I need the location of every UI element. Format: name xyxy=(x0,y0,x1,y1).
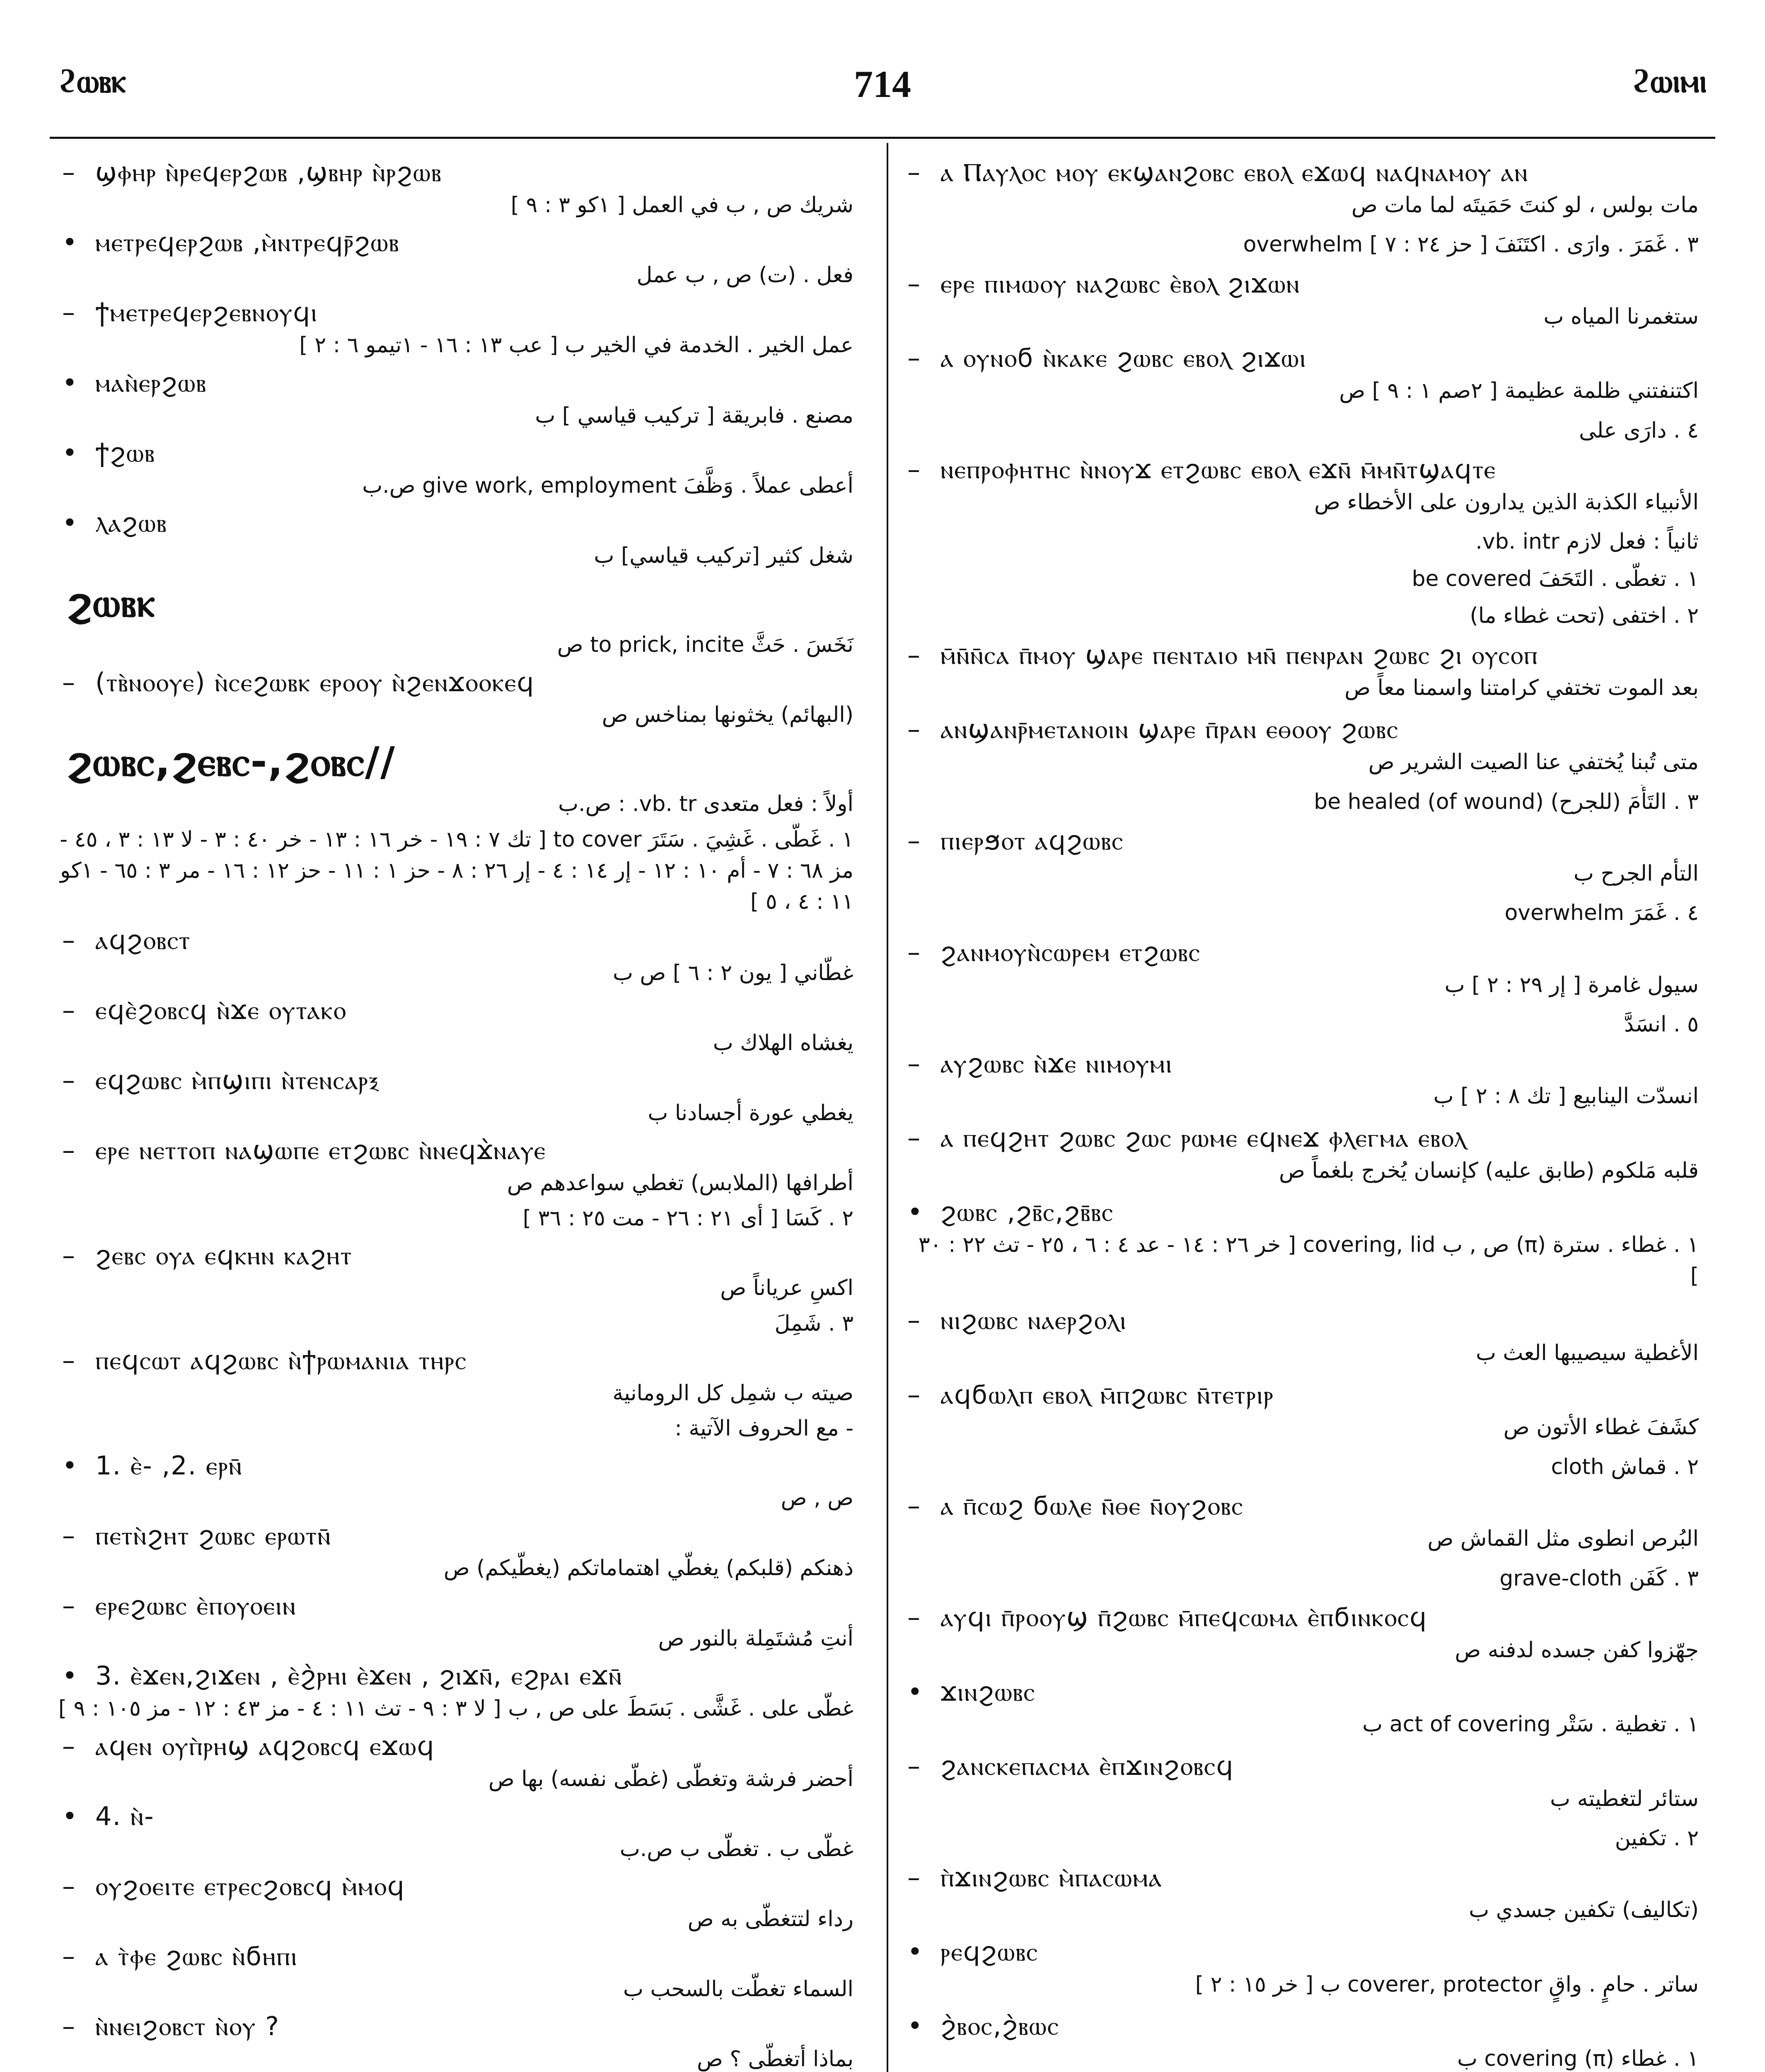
coptic-text: – ϯⲙⲉⲧⲣⲉϥⲉⲣϩⲉⲃⲛⲟⲩϥⲓ xyxy=(58,295,870,330)
dictionary-entry xyxy=(903,1673,1715,1747)
dictionary-entry xyxy=(58,153,870,223)
dictionary-entry xyxy=(903,265,1715,339)
dictionary-entry xyxy=(903,1045,1715,1119)
dictionary-entry xyxy=(58,733,870,823)
coptic-text: – ⲛ̀ⲛⲉⲓϩⲟⲃⲥⲧ ⲛ̀ⲟⲩ ? xyxy=(58,2009,870,2044)
arabic-gloss: انسدّت الينابيع [ تك ٨ : ٢ ] ب xyxy=(1433,1084,1699,1109)
coptic-text: – ⲁ ⲡⲉϥϩⲏⲧ ϩⲱⲃⲥ ϩⲱⲥ ⲣⲱⲙⲉ ⲉϥⲛⲉϫ ⲫⲗⲉⲅⲙⲁ ⲉⲃⲟⲗ xyxy=(903,1121,1715,1155)
arabic-gloss: غطّى ب . تغطّى ب ص.ب xyxy=(619,1836,853,1861)
arabic-gloss: بعد الموت تختفي كرامتنا واسمنا معاً ص xyxy=(1344,675,1699,700)
arabic-gloss: أطرافها (الملابس) تغطي سواعدهم ص xyxy=(507,1170,853,1196)
dictionary-entry xyxy=(58,434,870,504)
dictionary-entry xyxy=(903,896,1715,933)
dictionary-entry xyxy=(58,1937,870,2007)
arabic-gloss: صيته ب شمِل كل الرومانية xyxy=(612,1380,853,1406)
coptic-text: • 3. ⲉ̀ϫⲉⲛ,ϩⲓϫⲉⲛ , ⲉ̀ϩ̀ⲣⲏⲓ ⲉ̀ϫⲉⲛ , ϩⲓϫⲛ̄, ⲉϩⲣⲁⲓ ⲉϫⲛ̄ xyxy=(58,1658,870,1693)
dictionary-entry xyxy=(58,921,870,991)
arabic-gloss: ١ . تغطية . سَتْر act of covering ب xyxy=(1362,1712,1699,1737)
arabic-gloss: بماذا أتغطّى ؟ ص xyxy=(696,2047,853,2072)
coptic-text: ϩⲱⲃⲕ xyxy=(66,579,156,626)
coptic-text: – ⲉⲣⲉ ⲡⲓⲙⲱⲟⲩ ⲛⲁϩⲱⲃⲥ ⲉ̀ⲃⲟⲗ ϩⲓϫⲱⲛ xyxy=(903,266,1715,301)
dictionary-entry xyxy=(58,1657,870,1727)
arabic-gloss: غطّى على . غَشَّى . بَسَطَ على ص , ب [ لا ٣ : ٩ - تث ١١ : ٤ - مز ٤٣ : ١٢ - مز ١٠٥ : ٩ ] xyxy=(58,1696,853,1721)
coptic-text: – ⲛⲉⲡⲣⲟⲫⲏⲧⲏⲥ ⲛ̀ⲛⲟⲩϫ ⲉⲧϩⲱⲃⲥ ⲉⲃⲟⲗ ⲉϫⲛ̄ ⲙ̄ⲙⲛ̄ⲧϣⲁϥⲧⲉ xyxy=(903,452,1715,487)
coptic-text: • 1. ⲉ̀- ,2. ⲉⲣⲛ̄ xyxy=(58,1448,870,1483)
coptic-text: – ⲁ ⲟⲩⲛⲟϭ ⲛ̀ⲕⲁⲕⲉ ϩⲱⲃⲥ ⲉⲃⲟⲗ ϩⲓϫⲱⲓ xyxy=(903,341,1715,375)
coptic-text: – ⲙ̄ⲛ̄ⲛ̄ⲥⲁ ⲡ̄ⲙⲟⲩ ϣⲁⲣⲉ ⲡⲉⲛⲧⲁⲓⲟ ⲙⲛ̄ ⲡⲉⲛⲣⲁⲛ ϩⲱⲃⲥ ϩⲓ ⲟⲩⲥⲟⲡ xyxy=(903,638,1715,673)
dictionary-entry xyxy=(58,1727,870,1797)
arabic-gloss: شغل كثير [تركيب قياسي] ب xyxy=(594,543,853,569)
arabic-gloss: (تكاليف) تكفين جسدي ب xyxy=(1469,1898,1699,1923)
arabic-gloss: أولاً : فعل متعدى vb. tr. : ص.ب xyxy=(558,792,853,817)
arabic-gloss: ٣ . غَمَرَ . وارَى . اكتَنَفَ [ حز ٢٤ : ٧ ] overwhelm xyxy=(1243,232,1699,257)
dictionary-entry xyxy=(903,562,1715,599)
arabic-gloss: يغطي عورة أجسادنا ب xyxy=(648,1100,853,1126)
coptic-text: – ⲁⲩϩⲱⲃⲥ ⲛ̀ϫⲉ ⲛⲓⲙⲟⲩⲙⲓ xyxy=(903,1046,1715,1081)
dictionary-entry xyxy=(58,223,870,293)
coptic-text: – ⲡⲉϥⲥⲱⲧ ⲁϥϩⲱⲃⲥ ⲛ̀ϯⲣⲱⲙⲁⲛⲓⲁ ⲧⲏⲣⲥ xyxy=(58,1343,870,1378)
dictionary-entry xyxy=(58,663,870,733)
dictionary-entry xyxy=(903,710,1715,784)
dictionary-entry xyxy=(903,1450,1715,1487)
arabic-gloss: ص , ص xyxy=(781,1486,853,1511)
coptic-text: – ⲁϥϭⲱⲗⲡ ⲉⲃⲟⲗ ⲙ̄ⲡϩⲱⲃⲥ ⲛ̄ⲧⲉⲧⲣⲓⲣ xyxy=(903,1377,1715,1412)
running-head-right: ϩⲱⲓⲙⲓ xyxy=(1632,62,1707,100)
arabic-gloss: ١ . غطاء . سترة (π) ص , ب covering, lid [ خر ٢٦ : ١٤ - عد ٤ : ٦ ، ٢٥ - تث ٢٢ : ٣٠ ] xyxy=(918,1232,1699,1289)
coptic-text: • ⲙⲁⲛ̀ⲉⲣϩⲱⲃ xyxy=(58,366,870,400)
arabic-gloss: الأغطية سيصيبها العث ب xyxy=(1475,1340,1699,1365)
column-divider xyxy=(887,143,888,2072)
dictionary-entry xyxy=(903,339,1715,413)
coptic-text: – ⲡⲉⲧⲛ̀ϩⲏⲧ ϩⲱⲃⲥ ⲉⲣⲱⲧⲛ̄ xyxy=(58,1518,870,1553)
arabic-gloss: نَخَسَ . حَثَّ to prick, incite ص xyxy=(557,632,853,658)
dictionary-entry xyxy=(903,1376,1715,1450)
coptic-text: – ⲉⲣⲉ ⲛⲉⲧⲧⲟⲡ ⲛⲁϣⲱⲡⲉ ⲉⲧϩⲱⲃⲥ ⲛ̀ⲛⲉϥϫ̀ⲛⲁⲩⲉ xyxy=(58,1133,870,1168)
coptic-text: – ⲁϥϩⲟⲃⲥⲧ xyxy=(58,923,870,958)
arabic-gloss: جهّزوا كفن جسده لدفنه ص xyxy=(1455,1637,1699,1663)
arabic-gloss: ٣ . التَأَمَ (للجرح) be healed (of wound) xyxy=(1314,789,1699,814)
dictionary-entry xyxy=(903,1487,1715,1561)
dictionary-entry xyxy=(903,785,1715,822)
arabic-gloss: رداء لتتغطّى به ص xyxy=(687,1906,853,1932)
coptic-text: – ⲁ ⲧ̀ⲫⲉ ϩⲱⲃⲥ ⲛ̀ϭⲏⲡⲓ xyxy=(58,1939,870,1974)
coptic-text: – ⲁⲩϥⲓ ⲡ̄ⲣⲟⲟⲩϣ ⲡ̄ϩⲱⲃⲥ ⲙ̄ⲡⲉϥⲥⲱⲙⲁ ⲉ̀ⲡϭⲓⲛⲕⲟⲥϥ xyxy=(903,1600,1715,1635)
dictionary-entry xyxy=(58,823,870,921)
running-head-left: ϩⲱⲃⲕ xyxy=(58,62,126,100)
dictionary-entry xyxy=(903,228,1715,265)
dictionary-entry xyxy=(58,1307,870,1341)
arabic-gloss: ستائر لتغطيته ب xyxy=(1550,1786,1699,1811)
dictionary-entry xyxy=(903,1119,1715,1193)
dictionary-entry xyxy=(58,1341,870,1411)
arabic-gloss: ٣ . كَفَن grave-cloth xyxy=(1499,1566,1699,1591)
dictionary-entry xyxy=(58,504,870,574)
arabic-gloss: الأنبياء الكذبة الذين يدارون على الأخطاء ص xyxy=(1314,489,1699,515)
dictionary-entry xyxy=(903,1821,1715,1859)
coptic-text: – ϩⲁⲛⲥⲕⲉⲡⲁⲥⲙⲁ ⲉ̀ⲡϫⲓⲛϩⲟⲃⲥϥ xyxy=(903,1749,1715,1784)
left-column xyxy=(58,153,870,2072)
arabic-gloss: كشَفَ غطاء الأتون ص xyxy=(1503,1415,1699,1440)
dictionary-entry xyxy=(58,1587,870,1657)
arabic-gloss: غطّاني [ يون ٢ : ٦ ] ص ب xyxy=(612,960,853,985)
dictionary-entry xyxy=(58,364,870,434)
dictionary-entry xyxy=(903,414,1715,451)
coptic-text: – ⲁ Ⲡⲁⲩⲗⲟⲥ ⲙⲟⲩ ⲉⲕϣⲁⲛϩⲟⲃⲥ ⲉⲃⲟⲗ ⲉϫⲱϥ ⲛⲁϥⲛⲁⲙⲟⲩ ⲁⲛ xyxy=(903,155,1715,190)
dictionary-entry xyxy=(903,1561,1715,1599)
arabic-gloss: أنتِ مُشتَمِلة بالنور ص xyxy=(658,1626,853,1651)
arabic-gloss: اكتنفتني ظلمة عظيمة [ ٢صم ١ : ٩ ] ص xyxy=(1339,378,1699,403)
arabic-gloss: ٢ . قماش cloth xyxy=(1551,1454,1699,1479)
dictionary-entry xyxy=(58,991,870,1061)
dictionary-entry xyxy=(903,153,1715,228)
dictionary-entry xyxy=(58,2007,870,2072)
dictionary-entry xyxy=(903,2007,1715,2072)
arabic-gloss: ٢ . اختفى (تحت غطاء ما) xyxy=(1470,603,1699,629)
arabic-gloss: قلبه مَلكوم (طابق عليه) كإنسان يُخرج بلغماً ص xyxy=(1279,1158,1699,1183)
dictionary-entry xyxy=(58,293,870,364)
arabic-gloss: البُرص انطوى مثل القماش ص xyxy=(1427,1526,1699,1552)
coptic-text: – ⲡⲓⲉⲣϧⲟⲧ ⲁϥϩⲱⲃⲥ xyxy=(903,823,1715,858)
arabic-gloss: سيول غامرة [ إر ٢٩ : ٢ ] ب xyxy=(1444,972,1699,997)
coptic-text: – ⲁⲛϣⲁⲛⲣ̄ⲙⲉⲧⲁⲛⲟⲓⲛ ϣⲁⲣⲉ ⲡ̄ⲣⲁⲛ ⲉⲑⲟⲟⲩ ϩⲱⲃⲥ xyxy=(903,712,1715,747)
coptic-text: – ⲉⲣⲉϩⲱⲃⲥ ⲉ̀ⲡⲟⲩⲟⲉⲓⲛ xyxy=(58,1588,870,1623)
arabic-gloss: عمل الخير . الخدمة في الخير ب [ عب ١٣ : ١٦ - ١تيمو ٦ : ٢ ] xyxy=(299,332,853,358)
coptic-text: – ⲟⲩϩⲟⲉⲓⲧⲉ ⲉⲧⲣⲉⲥϩⲟⲃⲥϥ ⲙ̀ⲙⲟϥ xyxy=(58,1869,870,1904)
arabic-gloss: التأم الجرح ب xyxy=(1573,861,1699,886)
dictionary-entry xyxy=(903,933,1715,1007)
arabic-gloss: شريك ص , ب في العمل [ ١كو ٣ : ٩ ] xyxy=(510,192,853,218)
coptic-text: ϩⲱⲃⲥ,ϩⲉⲃⲥ-,ϩⲟⲃⲥ// xyxy=(66,738,396,785)
dictionary-entry xyxy=(58,1517,870,1587)
arabic-gloss: ٣ . شَمِلَ xyxy=(774,1311,853,1336)
coptic-text: – (ⲧⲃ̀ⲛⲟⲟⲩⲉ) ⲛ̀ⲥⲉϩⲱⲃⲕ ⲉⲣⲟⲟⲩ ⲛ̀ϩⲉⲛϫⲟⲟⲕⲉϥ xyxy=(58,665,870,700)
dictionary-entry xyxy=(58,1131,870,1201)
dictionary-entry xyxy=(903,1747,1715,1821)
dictionary-entry xyxy=(58,574,870,663)
coptic-text: • ϩⲱⲃⲥ ,ϩⲃ̄ⲥ,ϩⲃ̄ⲃⲥ xyxy=(903,1195,1715,1230)
coptic-text: – ⲉϥⲉ̀ϩⲟⲃⲥϥ ⲛ̀ϫⲉ ⲟⲩⲧⲁⲕⲟ xyxy=(58,993,870,1028)
arabic-gloss: ٢ . كَسَا [ أى ٢١ : ٢٦ - مت ٢٥ : ٣٦ ] xyxy=(522,1206,853,1231)
arabic-gloss: السماء تغطّت بالسحب ب xyxy=(623,1977,853,2002)
coptic-text: – ϣⲫⲏⲣ ⲛ̀ⲣⲉϥⲉⲣϩⲱⲃ ,ϣⲃⲏⲣ ⲛ̀ⲣϩⲱⲃ xyxy=(58,155,870,190)
dictionary-entry xyxy=(903,1933,1715,2007)
coptic-text: – ⲁ ⲡ̄ⲥⲱϩ ϭⲱⲗⲉ ⲛ̄ⲑⲉ ⲛ̄ⲟⲩϩⲟⲃⲥ xyxy=(903,1489,1715,1523)
arabic-gloss: (البهائم) يخثونها بمناخس ص xyxy=(602,702,853,728)
arabic-gloss: فعل . (ت) ص , ب عمل xyxy=(636,262,853,288)
dictionary-entry xyxy=(903,636,1715,710)
arabic-gloss: ذهنكم (قلبكم) يغطّي اهتماماتكم (يغطّيكم) ص xyxy=(443,1556,853,1581)
dictionary-entry xyxy=(903,1859,1715,1933)
right-column xyxy=(903,153,1715,2072)
dictionary-entry xyxy=(58,1797,870,1867)
arabic-gloss: ١ . غَطَّى . غَشِيَ . سَتَرَ to cover [ تك ٧ : ١٩ - خر ١٦ : ١٣ - خر ٤٠ : ٣ - لا ١٣ : ٣ ، ٤٥ - مز ٦٨ : ٧ - أم ١٠ : ١٢ - إر ١٤ : ٤ - إر ٢٦ : ٨ - حز ١ : ١١ - حز ١٢ : ١٦ - مر ٣ : ٦٥ - ١كو ١١ : ٤ ، ٥ ] xyxy=(60,827,853,915)
dictionary-entry xyxy=(58,1061,870,1131)
coptic-text: – ⲡ̀ϫⲓⲛϩⲱⲃⲥ ⲙ̀ⲡⲁⲥⲱⲙⲁ xyxy=(903,1860,1715,1895)
dictionary-entry xyxy=(903,1301,1715,1375)
arabic-gloss: ٥ . انسَدَّ xyxy=(1624,1012,1699,1037)
arabic-gloss: - مع الحروف الآتية : xyxy=(675,1416,853,1441)
arabic-gloss: أعطى عملاً . وَظَّفَ give work, employment ص.ب xyxy=(362,473,853,499)
coptic-text: • ⲗⲁϩⲱⲃ xyxy=(58,506,870,540)
arabic-gloss: اكسِ عرياناً ص xyxy=(720,1276,853,1301)
arabic-gloss: أحضر فرشة وتغطّى (غطّى نفسه) بها ص xyxy=(488,1766,853,1791)
dictionary-entry xyxy=(903,525,1715,562)
coptic-text: • 4. ⲛ̀- xyxy=(58,1799,870,1834)
arabic-gloss: مات بولس ، لو كنتَ حَمَيتَه لما مات ص xyxy=(1351,192,1699,218)
dictionary-entry xyxy=(903,599,1715,636)
dictionary-entry xyxy=(58,1201,870,1236)
coptic-text: • ϫⲓⲛϩⲱⲃⲥ xyxy=(903,1675,1715,1709)
arabic-gloss: ساتر . حامٍ . واقٍ coverer, protector ب [ خر ١٥ : ٢ ] xyxy=(1195,1972,1699,1997)
coptic-text: • ϯϩⲱⲃ xyxy=(58,436,870,470)
arabic-gloss: ٤ . غَمَرَ overwhelm xyxy=(1504,900,1699,926)
coptic-text: – ⲉϥϩⲱⲃⲥ ⲙ̀ⲡϣⲓⲡⲓ ⲛ̀ⲧⲉⲛⲥⲁⲣⲝ xyxy=(58,1063,870,1098)
dictionary-entry xyxy=(903,822,1715,896)
arabic-gloss: ٤ . دارَى على xyxy=(1579,418,1699,443)
arabic-gloss: ثانياً : فعل لازم vb. intr. xyxy=(1475,529,1699,554)
coptic-text: – ϩⲉⲃⲥ ⲟⲩⲁ ⲉϥⲕⲏⲛ ⲕⲁϩⲏⲧ xyxy=(58,1238,870,1273)
coptic-text: – ⲛⲓϩⲱⲃⲥ ⲛⲁⲉⲣϩⲟⲗⲓ xyxy=(903,1303,1715,1338)
arabic-gloss: ١ . تغطّى . التَحَفَ be covered xyxy=(1412,566,1699,591)
arabic-gloss: متى تُبنا يُختفي عنا الصيت الشرير ص xyxy=(1368,749,1699,775)
coptic-text: • ϩ̀ⲃⲟⲥ,ϩ̀ⲃⲱⲥ xyxy=(903,2009,1715,2043)
header-rule xyxy=(50,137,1715,139)
arabic-gloss: يغشاه الهلاك ب xyxy=(713,1030,853,1055)
dictionary-entry xyxy=(903,1193,1715,1301)
dictionary-entry xyxy=(58,1237,870,1307)
dictionary-entry xyxy=(903,1598,1715,1673)
arabic-gloss: ٢ . تكفين xyxy=(1615,1826,1699,1851)
arabic-gloss: ١ . غطاء covering (π) ب xyxy=(1457,2046,1699,2072)
coptic-text: • ⲣⲉϥϩⲱⲃⲥ xyxy=(903,1934,1715,1969)
dictionary-entry xyxy=(58,1447,870,1517)
dictionary-entry xyxy=(58,1867,870,1937)
dictionary-entry xyxy=(58,1411,870,1446)
coptic-text: – ⲁϥⲉⲛ ⲟⲩⲡ̀ⲣⲏϣ ⲁϥϩⲟⲃⲥϥ ⲉϫⲱϥ xyxy=(58,1729,870,1764)
dictionary-entry xyxy=(903,1007,1715,1045)
coptic-text: • ⲙⲉⲧⲣⲉϥⲉⲣϩⲱⲃ ,ⲙ̀ⲛⲧⲣⲉϥⲣ̄ϩⲱⲃ xyxy=(58,225,870,260)
arabic-gloss: ستغمرنا المياه ب xyxy=(1543,304,1699,329)
dictionary-entry xyxy=(903,450,1715,525)
page-number: 714 xyxy=(854,63,911,105)
arabic-gloss: مصنع . فابريقة [ تركيب قياسي ] ب xyxy=(535,403,853,428)
coptic-text: – ϩⲁⲛⲙⲟⲩⲛ̀ⲥⲱⲣⲉⲙ ⲉⲧϩⲱⲃⲥ xyxy=(903,935,1715,970)
